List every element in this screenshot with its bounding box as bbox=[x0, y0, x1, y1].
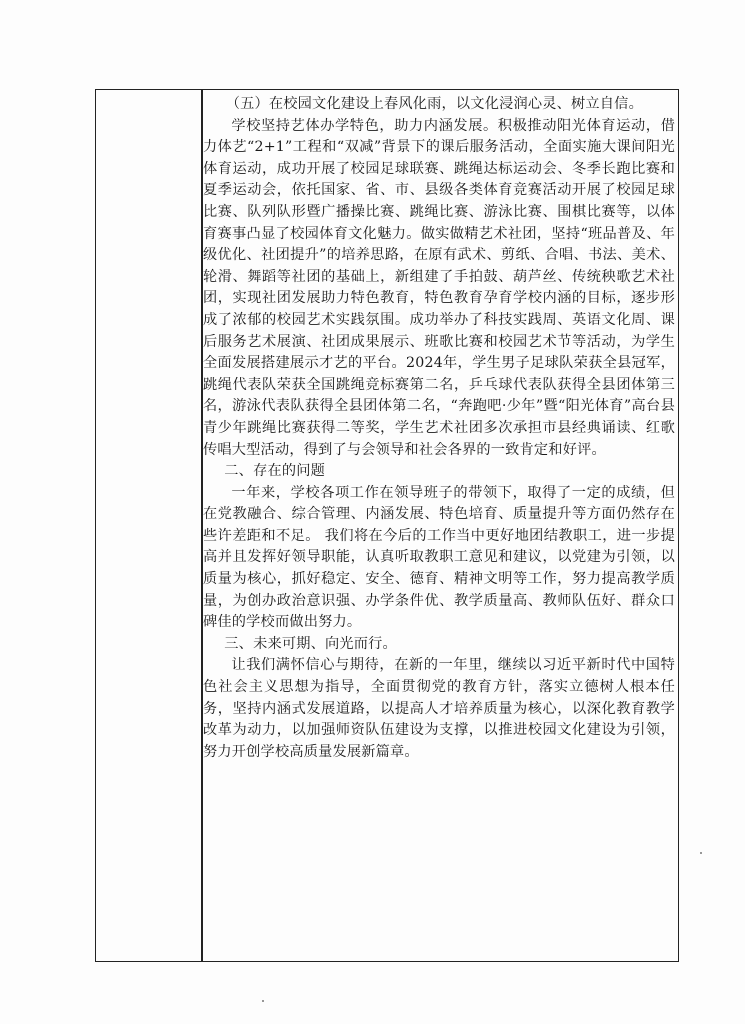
report-content bbox=[203, 94, 675, 763]
paragraph-arts-sports: 学校坚持艺体办学特色，助力内涵发展。积极推动阳光体育运动，借力体艺“2+1”工程和“双减”背景下的课后服务活动，全面实施大课间阳光体育运动，成功开展了校园足球联赛、跳绳达标运动会、冬季长跑比赛和夏季运动会，依托国家、省、市、县级各类体育竞赛活动开展了校园足球比赛、队列队形暨广播操比赛、跳绳比赛、游泳比赛、围棋比赛等，以体育赛事凸显了校园体育文化魅力。做实做精艺术社团，坚持“班品普及、年级优化、社团提升”的培养思路，在原有武术、剪纸、合唱、书法、美术、轮滑、舞蹈等社团的基础上，新组建了手拍鼓、葫芦丝、传统秧歌艺术社团，实现社团发展助力特色教育，特色教育孕育学校内涵的目标，逐步形成了浓郁的校园艺术实践氛围。成功举办了科技实践周、英语文化周、课后服务艺术展演、社团成果展示、班歌比赛和校园艺术节等活动，为学生全面发展搭建展示才艺的平台。2024年，学生男子足球队荣获全县冠军，跳绳代表队荣获全国跳绳竞标赛第二名，乒乓球代表队获得全县团体第三名，游泳代表队获得全县团体第二名，“奔跑吧·少年”暨“阳光体育”高台县青少年跳绳比赛获得二等奖，学生艺术社团多次承担市县经典诵读、红歌传唱大型活动，得到了与会领导和社会各界的一致肯定和好评。 bbox=[203, 117, 675, 458]
table-frame bbox=[95, 89, 679, 962]
scan-speck bbox=[262, 1000, 264, 1002]
paragraph-problems: 一年来，学校各项工作在领导班子的带领下，取得了一定的成绩，但在党教融合、综合管理、内涵发展、特色培育、质量提升等方面仍然存在些许差距和不足。 我们将在今后的工作当中更好地团结教职工，进一步提高并且发挥好领导职能，认真听取教职工意见和建议，以党建为引领，以质量为核心，抓好稳定、安全、德育、精神文明等工作，努力提高教学质量，为创办政治意识强、办学条件优、教学质量高、教师队伍好、群众口碑佳的学校而做出努力。 bbox=[203, 484, 675, 631]
section-five-title: （五）在校园文化建设上春风化雨，以文化浸润心灵、树立自信。 bbox=[225, 96, 643, 112]
scan-speck bbox=[700, 852, 702, 854]
paragraph-future: 让我们满怀信心与期待，在新的一年里，继续以习近平新时代中国特色社会主义思想为指导，全面贯彻党的教育方针，落实立德树人根本任务，坚持内涵式发展道路，以提高人才培养质量为核心，以深化教育教学改革为动力，以加强师资队伍建设为支撑，以推进校园文化建设为引领，努力开创学校高质量发展新篇章。 bbox=[203, 657, 675, 760]
section-three-heading: 三、未来可期、向光而行。 bbox=[224, 635, 397, 652]
section-two-heading: 二、存在的问题 bbox=[224, 463, 326, 480]
